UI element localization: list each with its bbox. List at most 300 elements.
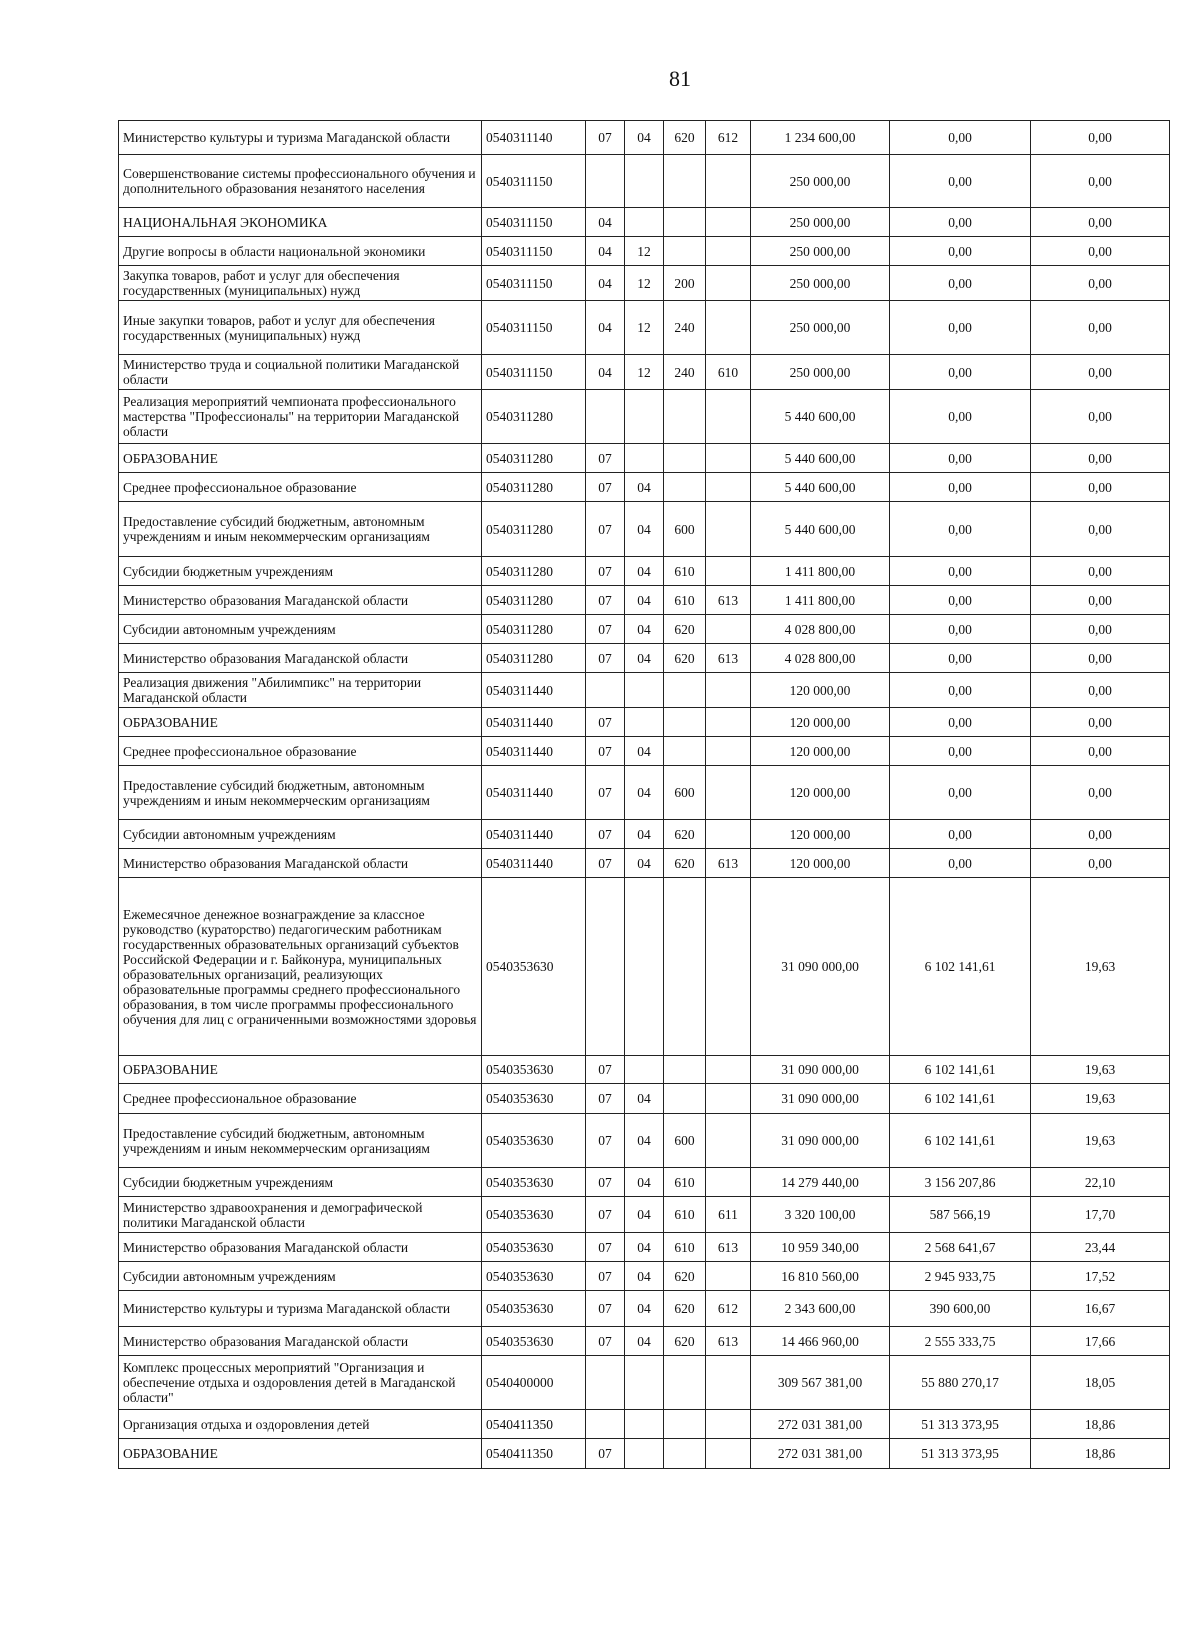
row-section-cell [586,878,625,1056]
row-fact-cell: 6 102 141,61 [890,878,1031,1056]
table-row [119,1356,1170,1410]
row-name-cell: Иные закупки товаров, работ и услуг для обеспечения государственных (муниципальных) нужд [119,301,482,355]
row-type-cell: 620 [664,644,706,673]
row-fact-cell: 0,00 [890,301,1031,355]
table-row [119,1084,1170,1114]
row-plan-cell: 1 411 800,00 [751,557,890,586]
row-plan-cell: 250 000,00 [751,355,890,390]
row-group-cell [706,444,751,473]
row-subsection-cell: 04 [625,586,664,615]
row-section-cell: 07 [586,644,625,673]
row-percent-cell: 19,63 [1031,878,1170,1056]
row-fact-cell: 0,00 [890,208,1031,237]
row-percent-cell: 17,52 [1031,1262,1170,1291]
row-type-cell: 600 [664,502,706,557]
table-row [119,1439,1170,1469]
table-row [119,878,1170,1056]
row-section-cell [586,1356,625,1410]
row-group-cell: 610 [706,355,751,390]
row-name-cell: Министерство образования Магаданской области [119,849,482,878]
row-code-cell: 0540311440 [482,849,586,878]
row-section-cell: 07 [586,1233,625,1262]
row-subsection-cell: 04 [625,1327,664,1356]
row-plan-cell: 10 959 340,00 [751,1233,890,1262]
row-code-cell: 0540311280 [482,615,586,644]
row-plan-cell: 5 440 600,00 [751,473,890,502]
row-percent-cell: 0,00 [1031,557,1170,586]
row-section-cell: 07 [586,849,625,878]
row-code-cell: 0540311280 [482,586,586,615]
row-fact-cell: 0,00 [890,673,1031,708]
row-percent-cell: 0,00 [1031,615,1170,644]
row-plan-cell: 31 090 000,00 [751,878,890,1056]
row-code-cell: 0540311440 [482,820,586,849]
row-type-cell: 610 [664,1233,706,1262]
table-row [119,155,1170,208]
row-type-cell [664,878,706,1056]
row-code-cell: 0540353630 [482,1168,586,1197]
row-fact-cell: 0,00 [890,502,1031,557]
row-name-cell: ОБРАЗОВАНИЕ [119,444,482,473]
table-row [119,1056,1170,1084]
row-percent-cell: 23,44 [1031,1233,1170,1262]
row-type-cell: 240 [664,301,706,355]
row-subsection-cell: 04 [625,615,664,644]
row-percent-cell: 0,00 [1031,155,1170,208]
table-row [119,1410,1170,1439]
row-section-cell: 07 [586,820,625,849]
table-row [119,1168,1170,1197]
row-subsection-cell: 04 [625,766,664,820]
row-code-cell: 0540311150 [482,266,586,301]
row-subsection-cell: 04 [625,1233,664,1262]
row-plan-cell: 272 031 381,00 [751,1439,890,1469]
table-row [119,1262,1170,1291]
table-row [119,1114,1170,1168]
row-percent-cell: 0,00 [1031,237,1170,266]
table-row [119,355,1170,390]
row-fact-cell: 2 945 933,75 [890,1262,1031,1291]
row-name-cell: Субсидии бюджетным учреждениям [119,557,482,586]
row-type-cell: 610 [664,586,706,615]
row-fact-cell: 0,00 [890,155,1031,208]
row-percent-cell: 0,00 [1031,502,1170,557]
row-plan-cell: 250 000,00 [751,301,890,355]
row-plan-cell: 250 000,00 [751,237,890,266]
row-section-cell [586,673,625,708]
row-section-cell: 07 [586,1262,625,1291]
row-code-cell: 0540353630 [482,1327,586,1356]
row-section-cell: 07 [586,1114,625,1168]
table-row [119,1291,1170,1327]
row-group-cell: 613 [706,1327,751,1356]
row-group-cell: 613 [706,1233,751,1262]
row-group-cell [706,878,751,1056]
row-percent-cell: 0,00 [1031,266,1170,301]
row-plan-cell: 250 000,00 [751,266,890,301]
row-percent-cell: 0,00 [1031,473,1170,502]
row-type-cell: 620 [664,121,706,155]
row-subsection-cell [625,444,664,473]
row-code-cell: 0540311150 [482,237,586,266]
row-subsection-cell [625,155,664,208]
row-type-cell [664,473,706,502]
row-name-cell: Организация отдыха и оздоровления детей [119,1410,482,1439]
row-name-cell: Другие вопросы в области национальной экономики [119,237,482,266]
row-section-cell: 07 [586,473,625,502]
row-type-cell [664,1056,706,1084]
row-plan-cell: 120 000,00 [751,820,890,849]
row-fact-cell: 51 313 373,95 [890,1439,1031,1469]
row-type-cell [664,737,706,766]
row-name-cell: Министерство культуры и туризма Магаданской области [119,121,482,155]
row-subsection-cell [625,673,664,708]
row-fact-cell: 0,00 [890,390,1031,444]
row-percent-cell: 0,00 [1031,820,1170,849]
row-code-cell: 0540311280 [482,502,586,557]
row-type-cell: 610 [664,1168,706,1197]
row-subsection-cell: 12 [625,355,664,390]
row-plan-cell: 31 090 000,00 [751,1084,890,1114]
row-subsection-cell: 12 [625,237,664,266]
row-name-cell: Комплекс процессных мероприятий "Организация и обеспечение отдыха и оздоровления детей в Магаданской области" [119,1356,482,1410]
row-code-cell: 0540353630 [482,1114,586,1168]
row-type-cell: 240 [664,355,706,390]
row-fact-cell: 0,00 [890,708,1031,737]
row-type-cell: 610 [664,557,706,586]
table-row [119,849,1170,878]
row-name-cell: Реализация мероприятий чемпионата профессионального мастерства "Профессионалы" на территории Магаданской области [119,390,482,444]
row-plan-cell: 1 234 600,00 [751,121,890,155]
budget-table-body [119,121,1170,1469]
row-fact-cell: 0,00 [890,820,1031,849]
row-fact-cell: 0,00 [890,849,1031,878]
row-type-cell: 600 [664,1114,706,1168]
row-percent-cell: 0,00 [1031,390,1170,444]
row-fact-cell: 0,00 [890,586,1031,615]
row-group-cell [706,615,751,644]
row-name-cell: Совершенствование системы профессионального обучения и дополнительного образования незанятого населения [119,155,482,208]
row-section-cell: 07 [586,1197,625,1233]
row-code-cell: 0540311440 [482,708,586,737]
row-subsection-cell [625,1410,664,1439]
row-group-cell [706,766,751,820]
table-row [119,1197,1170,1233]
row-type-cell [664,1356,706,1410]
row-fact-cell: 0,00 [890,237,1031,266]
table-row [119,444,1170,473]
row-plan-cell: 5 440 600,00 [751,444,890,473]
row-fact-cell: 6 102 141,61 [890,1084,1031,1114]
row-subsection-cell [625,708,664,737]
row-name-cell: ОБРАЗОВАНИЕ [119,1439,482,1469]
row-plan-cell: 4 028 800,00 [751,615,890,644]
row-name-cell: Среднее профессиональное образование [119,1084,482,1114]
row-section-cell [586,390,625,444]
row-code-cell: 0540311150 [482,355,586,390]
row-subsection-cell: 04 [625,1084,664,1114]
row-section-cell: 04 [586,355,625,390]
row-percent-cell: 0,00 [1031,766,1170,820]
row-group-cell [706,301,751,355]
row-code-cell: 0540353630 [482,878,586,1056]
row-subsection-cell: 04 [625,1291,664,1327]
row-subsection-cell: 04 [625,473,664,502]
table-row [119,673,1170,708]
row-name-cell: Реализация движения "Абилимпикс" на территории Магаданской области [119,673,482,708]
row-group-cell [706,1084,751,1114]
row-code-cell: 0540311150 [482,155,586,208]
row-plan-cell: 31 090 000,00 [751,1114,890,1168]
row-section-cell: 07 [586,502,625,557]
row-fact-cell: 51 313 373,95 [890,1410,1031,1439]
row-percent-cell: 0,00 [1031,644,1170,673]
row-subsection-cell: 04 [625,1168,664,1197]
row-section-cell: 07 [586,1327,625,1356]
row-section-cell: 04 [586,266,625,301]
row-type-cell: 610 [664,1197,706,1233]
row-name-cell: Субсидии автономным учреждениям [119,1262,482,1291]
table-row [119,708,1170,737]
table-row [119,820,1170,849]
row-percent-cell: 0,00 [1031,737,1170,766]
row-section-cell: 07 [586,766,625,820]
row-percent-cell: 0,00 [1031,355,1170,390]
row-code-cell: 0540353630 [482,1233,586,1262]
row-type-cell: 620 [664,849,706,878]
row-fact-cell: 587 566,19 [890,1197,1031,1233]
row-percent-cell: 17,66 [1031,1327,1170,1356]
row-group-cell [706,266,751,301]
row-code-cell: 0540311280 [482,644,586,673]
row-plan-cell: 120 000,00 [751,849,890,878]
row-group-cell [706,1168,751,1197]
row-subsection-cell: 04 [625,1262,664,1291]
row-type-cell: 620 [664,1291,706,1327]
row-percent-cell: 0,00 [1031,673,1170,708]
row-percent-cell: 0,00 [1031,301,1170,355]
row-type-cell: 600 [664,766,706,820]
row-code-cell: 0540353630 [482,1056,586,1084]
table-row [119,1327,1170,1356]
row-group-cell [706,557,751,586]
row-percent-cell: 18,86 [1031,1439,1170,1469]
row-fact-cell: 6 102 141,61 [890,1114,1031,1168]
row-name-cell: Субсидии автономным учреждениям [119,820,482,849]
row-plan-cell: 250 000,00 [751,155,890,208]
row-plan-cell: 16 810 560,00 [751,1262,890,1291]
row-name-cell: Предоставление субсидий бюджетным, автономным учреждениям и иным некоммерческим организациям [119,502,482,557]
row-group-cell [706,1262,751,1291]
row-plan-cell: 120 000,00 [751,737,890,766]
row-section-cell: 07 [586,1291,625,1327]
row-section-cell: 07 [586,1168,625,1197]
row-percent-cell: 19,63 [1031,1084,1170,1114]
row-subsection-cell: 04 [625,737,664,766]
row-section-cell: 07 [586,1084,625,1114]
row-group-cell [706,1410,751,1439]
row-plan-cell: 309 567 381,00 [751,1356,890,1410]
row-fact-cell: 0,00 [890,266,1031,301]
row-subsection-cell: 04 [625,502,664,557]
row-name-cell: Министерство культуры и туризма Магаданской области [119,1291,482,1327]
table-row [119,1233,1170,1262]
table-row [119,237,1170,266]
row-plan-cell: 120 000,00 [751,708,890,737]
row-group-cell: 613 [706,849,751,878]
row-section-cell: 07 [586,121,625,155]
row-name-cell: Министерство образования Магаданской области [119,1327,482,1356]
row-code-cell: 0540311440 [482,766,586,820]
row-fact-cell: 55 880 270,17 [890,1356,1031,1410]
row-section-cell: 07 [586,708,625,737]
row-percent-cell: 0,00 [1031,444,1170,473]
row-plan-cell: 250 000,00 [751,208,890,237]
row-code-cell: 0540311280 [482,390,586,444]
row-plan-cell: 14 279 440,00 [751,1168,890,1197]
row-subsection-cell: 12 [625,266,664,301]
row-percent-cell: 0,00 [1031,708,1170,737]
row-subsection-cell: 04 [625,849,664,878]
table-row [119,301,1170,355]
row-fact-cell: 0,00 [890,121,1031,155]
row-subsection-cell: 04 [625,1114,664,1168]
row-group-cell [706,1439,751,1469]
row-plan-cell: 1 411 800,00 [751,586,890,615]
row-code-cell: 0540311140 [482,121,586,155]
row-type-cell [664,1084,706,1114]
table-row [119,557,1170,586]
row-section-cell: 07 [586,557,625,586]
row-section-cell [586,155,625,208]
row-code-cell: 0540311280 [482,444,586,473]
row-group-cell [706,390,751,444]
row-type-cell: 620 [664,615,706,644]
row-subsection-cell [625,208,664,237]
table-row [119,644,1170,673]
row-type-cell [664,208,706,237]
row-percent-cell: 19,63 [1031,1056,1170,1084]
row-section-cell: 07 [586,615,625,644]
row-fact-cell: 0,00 [890,355,1031,390]
row-fact-cell: 0,00 [890,766,1031,820]
row-type-cell: 620 [664,1262,706,1291]
row-group-cell: 612 [706,121,751,155]
row-fact-cell: 0,00 [890,473,1031,502]
row-name-cell: Министерство труда и социальной политики Магаданской области [119,355,482,390]
row-fact-cell: 390 600,00 [890,1291,1031,1327]
row-group-cell: 612 [706,1291,751,1327]
row-name-cell: Министерство здравоохранения и демографической политики Магаданской области [119,1197,482,1233]
row-type-cell: 620 [664,820,706,849]
row-fact-cell: 0,00 [890,444,1031,473]
row-percent-cell: 19,63 [1031,1114,1170,1168]
row-group-cell [706,208,751,237]
row-code-cell: 0540353630 [482,1262,586,1291]
table-row [119,615,1170,644]
row-section-cell: 07 [586,1439,625,1469]
table-row [119,473,1170,502]
row-type-cell [664,708,706,737]
budget-table [118,120,1170,1469]
row-name-cell: Министерство образования Магаданской области [119,1233,482,1262]
row-group-cell [706,737,751,766]
row-code-cell: 0540311440 [482,737,586,766]
row-name-cell: Субсидии бюджетным учреждениям [119,1168,482,1197]
table-row [119,208,1170,237]
row-percent-cell: 22,10 [1031,1168,1170,1197]
row-type-cell [664,1439,706,1469]
row-fact-cell: 0,00 [890,615,1031,644]
row-group-cell [706,502,751,557]
row-group-cell [706,673,751,708]
row-code-cell: 0540400000 [482,1356,586,1410]
row-name-cell: Среднее профессиональное образование [119,473,482,502]
row-subsection-cell [625,1356,664,1410]
row-section-cell: 07 [586,586,625,615]
row-subsection-cell [625,390,664,444]
page-number: 81 [669,66,691,91]
row-group-cell [706,237,751,266]
row-type-cell [664,155,706,208]
row-section-cell [586,1410,625,1439]
row-code-cell: 0540311440 [482,673,586,708]
row-type-cell: 200 [664,266,706,301]
row-plan-cell: 14 466 960,00 [751,1327,890,1356]
row-group-cell [706,1356,751,1410]
row-group-cell [706,820,751,849]
row-type-cell [664,444,706,473]
row-code-cell: 0540411350 [482,1439,586,1469]
row-subsection-cell [625,1439,664,1469]
row-subsection-cell: 12 [625,301,664,355]
row-plan-cell: 31 090 000,00 [751,1056,890,1084]
row-fact-cell: 0,00 [890,737,1031,766]
row-group-cell: 613 [706,586,751,615]
table-row [119,266,1170,301]
row-group-cell: 611 [706,1197,751,1233]
row-name-cell: ОБРАЗОВАНИЕ [119,708,482,737]
row-group-cell: 613 [706,644,751,673]
row-section-cell: 04 [586,208,625,237]
row-subsection-cell: 04 [625,1197,664,1233]
row-type-cell [664,237,706,266]
row-fact-cell: 3 156 207,86 [890,1168,1031,1197]
row-percent-cell: 18,05 [1031,1356,1170,1410]
row-code-cell: 0540353630 [482,1291,586,1327]
row-subsection-cell: 04 [625,644,664,673]
row-name-cell: Предоставление субсидий бюджетным, автономным учреждениям и иным некоммерческим организациям [119,766,482,820]
row-name-cell: Министерство образования Магаданской области [119,586,482,615]
row-name-cell: НАЦИОНАЛЬНАЯ ЭКОНОМИКА [119,208,482,237]
row-name-cell: Закупка товаров, работ и услуг для обеспечения государственных (муниципальных) нужд [119,266,482,301]
row-code-cell: 0540411350 [482,1410,586,1439]
row-section-cell: 07 [586,444,625,473]
row-fact-cell: 0,00 [890,557,1031,586]
row-code-cell: 0540311280 [482,557,586,586]
row-type-cell [664,673,706,708]
row-plan-cell: 120 000,00 [751,766,890,820]
row-group-cell [706,708,751,737]
row-code-cell: 0540311150 [482,208,586,237]
table-row [119,121,1170,155]
row-group-cell [706,1056,751,1084]
row-code-cell: 0540353630 [482,1197,586,1233]
row-section-cell: 07 [586,1056,625,1084]
table-row [119,390,1170,444]
row-fact-cell: 2 568 641,67 [890,1233,1031,1262]
row-name-cell: Предоставление субсидий бюджетным, автономным учреждениям и иным некоммерческим организациям [119,1114,482,1168]
